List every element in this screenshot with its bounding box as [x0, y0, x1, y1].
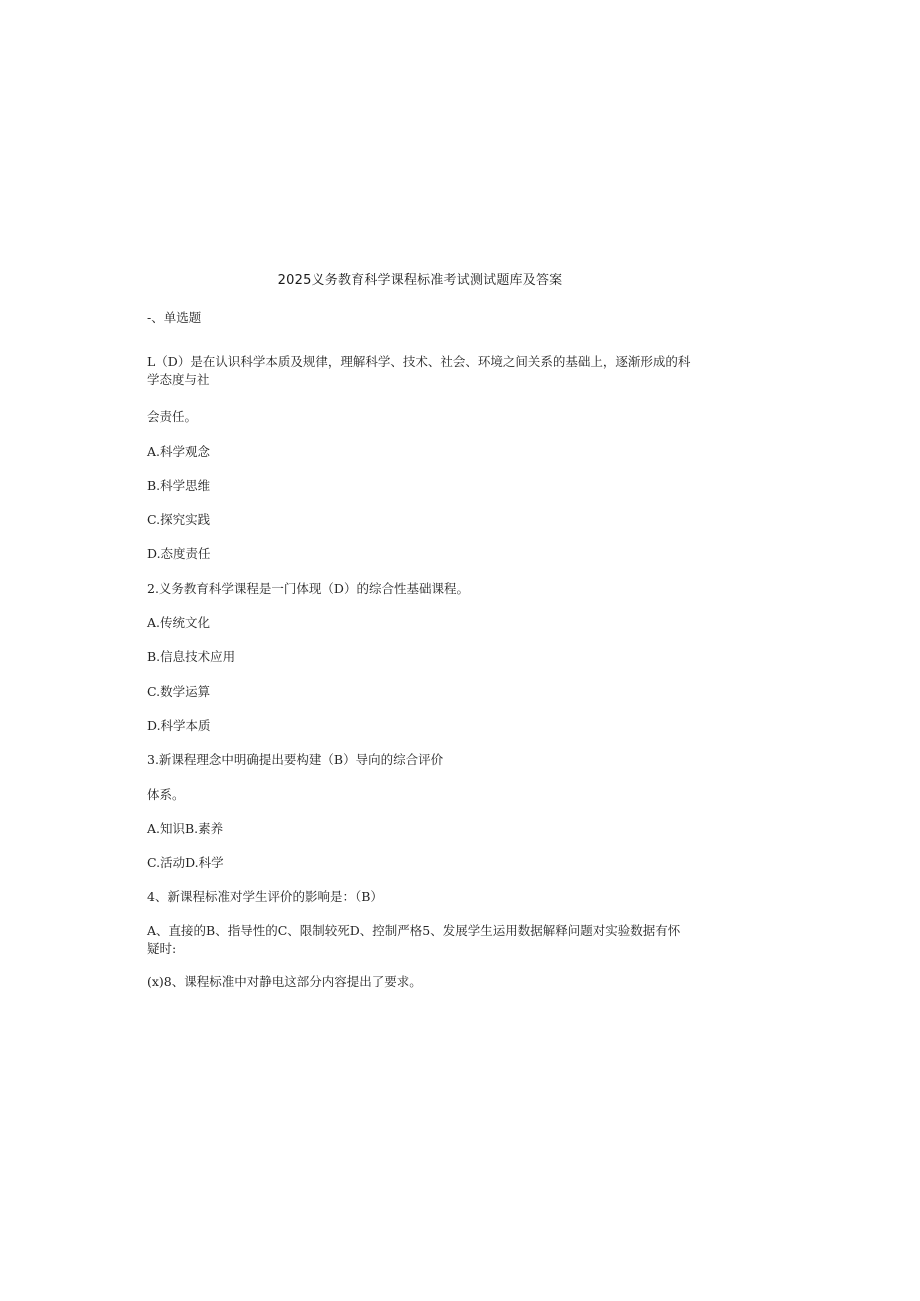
- question-2-option-a: A.传统文化: [147, 615, 211, 630]
- question-3-stem: 3.新课程理念中明确提出要构建（B）导向的综合评价: [147, 752, 444, 767]
- question-8-stem: (x)8、课程标准中对静电这部分内容提出了要求。: [147, 974, 422, 989]
- question-4-stem: 4、新课程标准对学生评价的影响是：（B）: [147, 889, 383, 904]
- question-1-stem: L（D）是在认识科学本质及规律，理解科学、技术、社会、环境之间关系的基础上，逐渐形成的科学态度与社: [147, 354, 691, 387]
- question-1-option-b: B.科学思维: [147, 478, 211, 493]
- question-3-stem-continued: 体系。: [147, 787, 185, 802]
- question-1-option-c: C.探究实践: [147, 512, 211, 527]
- question-3-options-a-b: A.知识B.素养: [147, 821, 224, 836]
- document-title: 2025义务教育科学课程标准考试测试题库及答案: [277, 273, 563, 288]
- question-2-option-c: C.数学运算: [147, 684, 211, 699]
- question-1-option-a: A.科学观念: [147, 444, 211, 459]
- section-heading: -、单选题: [147, 310, 202, 325]
- question-4-options: A、直接的B、指导性的C、限制较死D、控制严格5、发展学生运用数据解释问题对实验数据有怀疑时:: [147, 923, 681, 956]
- question-1-option-d: D.态度责任: [147, 546, 211, 561]
- question-2-option-b: B.信息技术应用: [147, 649, 236, 664]
- question-2-option-d: D.科学本质: [147, 718, 211, 733]
- question-2-stem: 2.义务教育科学课程是一门体现（D）的综合性基础课程。: [147, 581, 469, 596]
- question-3-options-c-d: C.活动D.科学: [147, 855, 224, 870]
- question-1-stem-continued: 会责任。: [147, 409, 198, 424]
